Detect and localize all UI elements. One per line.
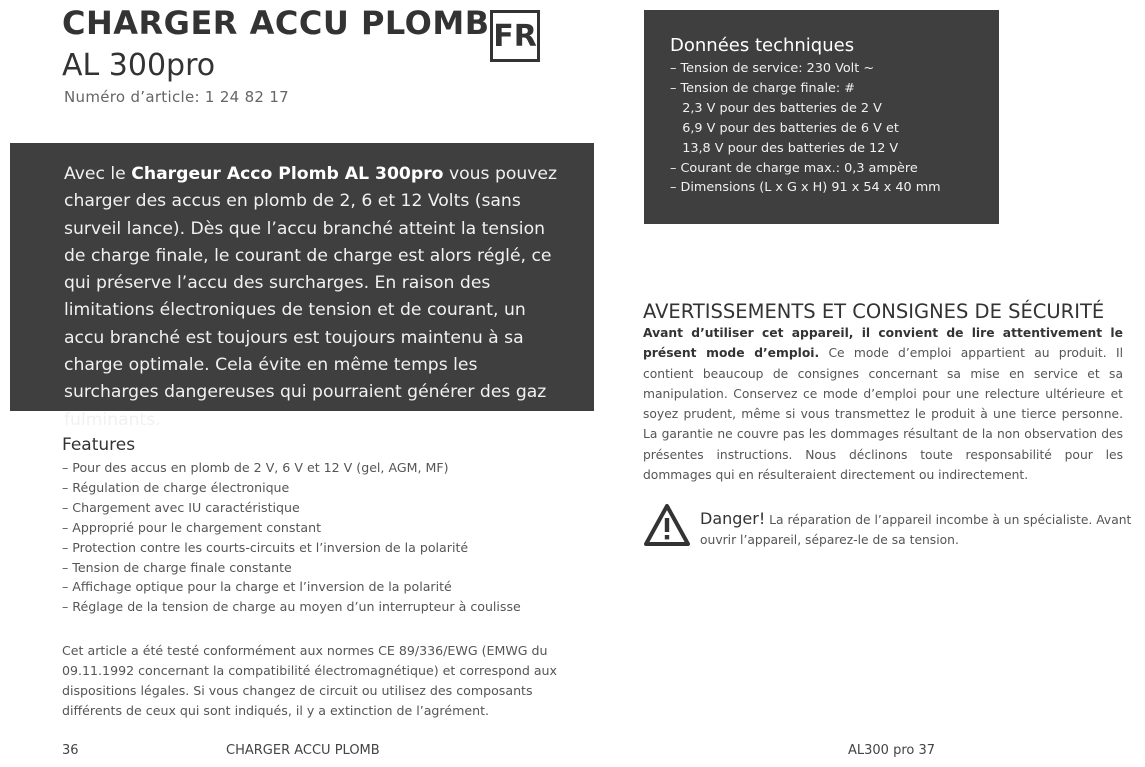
feature-item: – Protection contre les courts-circuits et l’inversion de la polarité (62, 539, 469, 555)
feature-item: – Pour des accus en plomb de 2 V, 6 V et 12 V (gel, AGM, MF) (62, 460, 449, 475)
safety-paragraph (643, 323, 1123, 485)
tech-spec-item: – Tension de service: 230 Volt ~ (670, 61, 875, 76)
left-page-number: 36 (62, 743, 79, 758)
warning-triangle-icon (643, 503, 691, 547)
page-title: CHARGER ACCU PLOMB (62, 4, 490, 42)
compliance-text: Cet article a été testé conformément aux normes CE 89/336/EWG (EMWG du 09.11.1992 concernant la compatibilité électromagnétique) et correspond aux dispositions légales. Si vous changez de circuit ou utilisez des composants différents de ceux qui sont indiqués, il y a extinction de l’agrément. (62, 643, 557, 718)
warning-text: La réparation de l’appareil incombe à un spécialiste. Avant ouvrir l’appareil, séparez-le de sa tension. (700, 513, 1132, 548)
safety-text: Ce mode d’emploi appartient au produit. Il contient beaucoup de consignes concernant sa mise en service et sa manipulation. Conservez ce mode d’emploi pour une relecture ultérieure et soyez prudent, même si vous transmettez le produit à une tierce personne. La garantie ne couvre pas les dommages résultant de la non observation des présentes instructions. Nous déclinons toute responsabilité pour les dommages qui en résulteraient directement ou indirectement. (643, 346, 1123, 483)
safety-heading: AVERTISSEMENTS ET CONSIGNES DE SÉCURITÉ (643, 300, 1105, 323)
language-badge: FR (490, 10, 540, 62)
feature-item: – Chargement avec IU caractéristique (62, 499, 300, 515)
tech-specs-heading: Données techniques (670, 35, 855, 56)
tech-spec-item: 13,8 V pour des batteries de 12 V (670, 140, 899, 156)
intro-paragraph (64, 161, 560, 434)
features-heading: Features (62, 435, 136, 455)
safety-bold-lead: Avant d’utiliser cet appareil, il convient de lire attentivement le présent mode d’emploi. (643, 326, 1123, 361)
tech-specs-box (644, 10, 999, 224)
feature-item: – Affichage optique pour la charge et l’inversion de la polarité (62, 579, 452, 595)
feature-item: – Régulation de charge électronique (62, 479, 290, 495)
features-list (62, 458, 521, 617)
model-name: AL 300pro (62, 48, 216, 83)
tech-spec-item: – Dimensions (L x G x H) 91 x 54 x 40 mm (670, 180, 941, 196)
intro-box (10, 143, 594, 430)
feature-item: – Réglage de la tension de charge au moyen d’un interrupteur à coulisse (62, 599, 521, 615)
tech-spec-item: – Tension de charge finale: # (670, 80, 856, 96)
tech-spec-item: 6,9 V pour des batteries de 6 V et (670, 120, 899, 136)
tech-spec-item: – Courant de charge max.: 0,3 ampère (670, 160, 918, 176)
intro-lead: Avec le (64, 164, 132, 184)
feature-item: – Approprié pour le chargement constant (62, 519, 322, 535)
intro-product-name: Chargeur Acco Plomb AL 300pro (131, 164, 444, 184)
intro-text: vous pouvez charger des accus en plomb de 2, 6 et 12 Volts (sans surveil lance). Dès que l’accu branché atteint la tension de charge finale, le courant de charge est alors réglé, ce qui préserve l’accu des surcharges. En raison des limitations électroniques de tension et de courant, un accu branché est toujours est toujours maintenu à sa charge optimale. Cela évite en même temps les surcharges dangereuses qui pourraient générer des gaz fulminants. (64, 164, 558, 430)
tech-spec-item: 2,3 V pour des batteries de 2 V (670, 100, 882, 116)
article-number: Numéro d’article: 1 24 82 17 (64, 88, 290, 106)
warning-label: Danger! (700, 509, 766, 528)
tech-specs-list (670, 59, 989, 198)
warning-paragraph (700, 509, 1145, 551)
feature-item: – Tension de charge finale constante (62, 559, 292, 575)
right-page-footer: AL300 pro 37 (848, 743, 936, 758)
left-running-title: CHARGER ACCU PLOMB (226, 743, 380, 758)
